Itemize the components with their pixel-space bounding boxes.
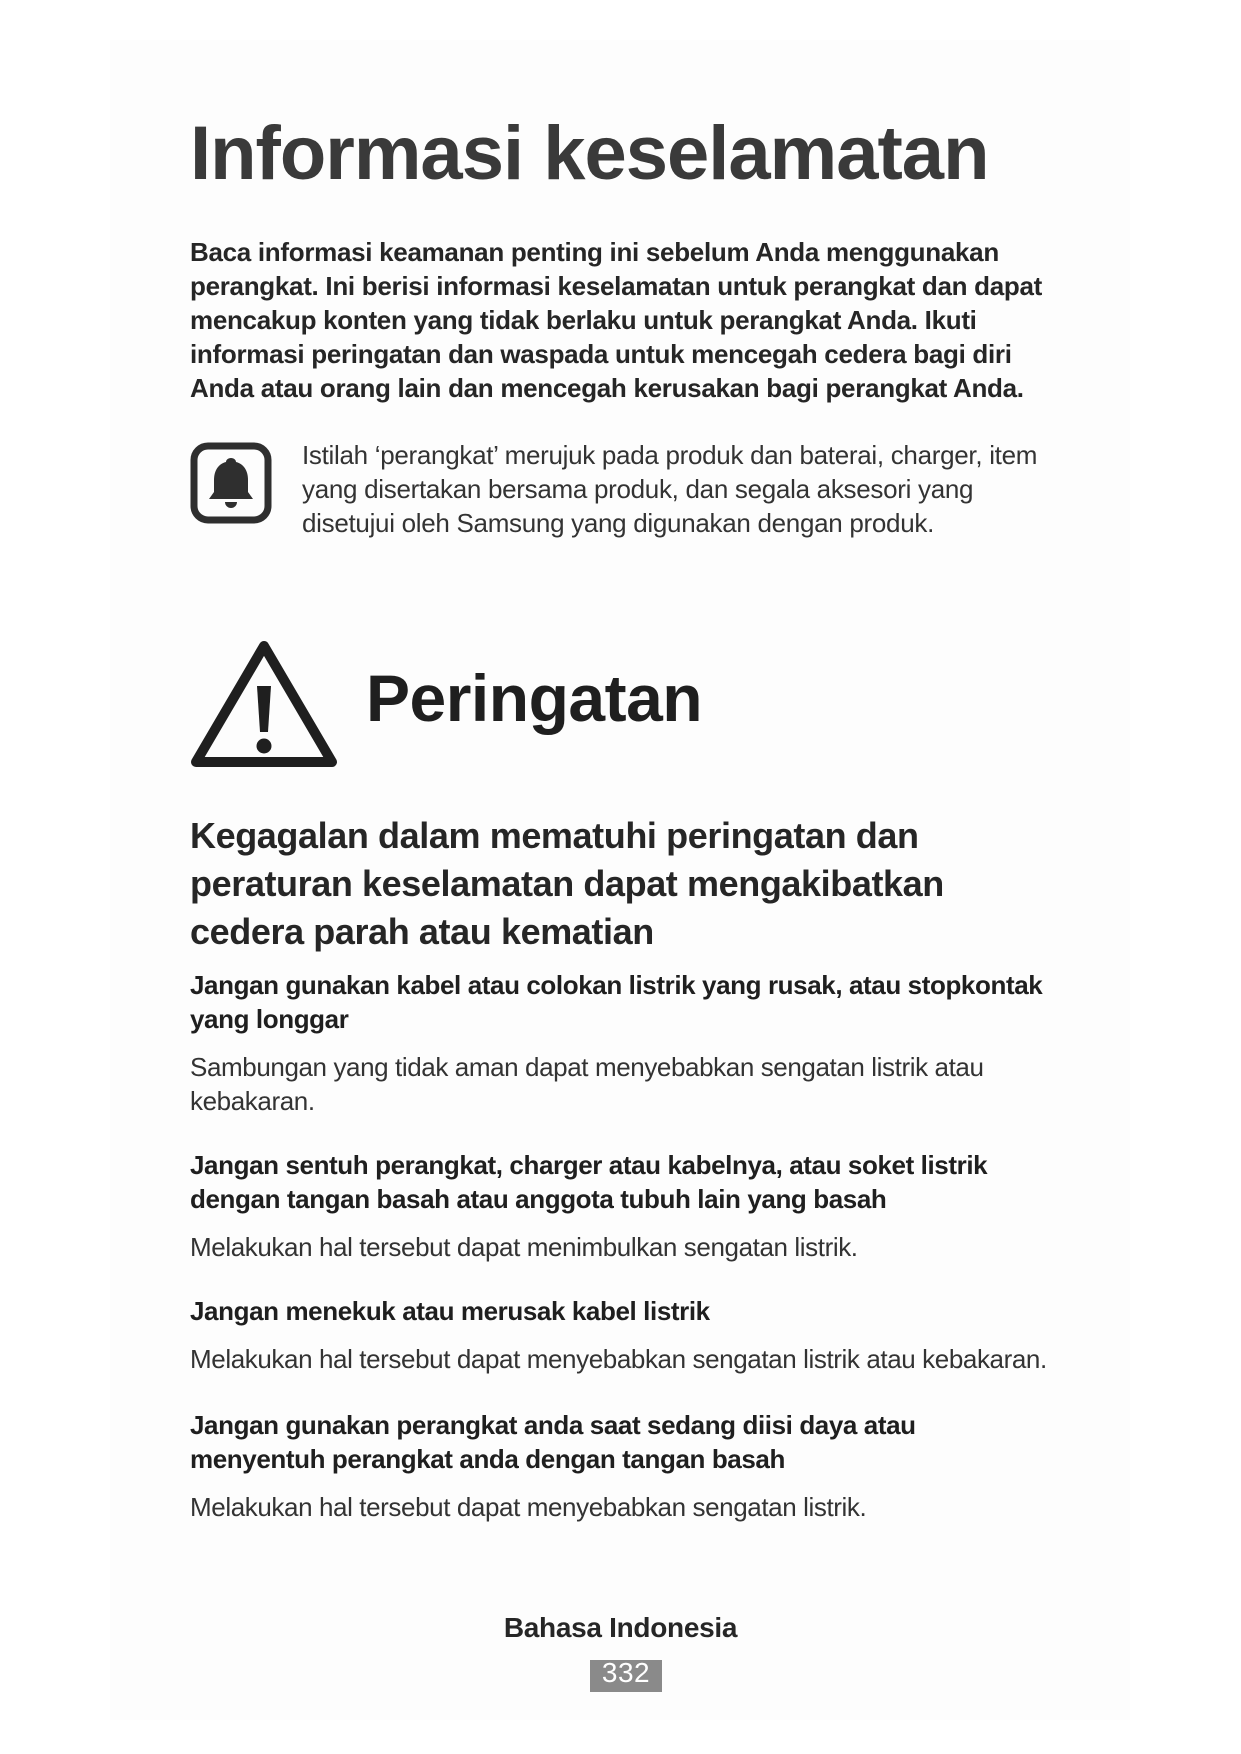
- warning-title: Peringatan: [366, 661, 703, 735]
- item-body: Sambungan yang tidak aman dapat menyebabkan sengatan listrik atau kebakaran.: [190, 1052, 984, 1116]
- item-body: Melakukan hal tersebut dapat menyebabkan sengatan listrik atau kebakaran.: [190, 1344, 1047, 1374]
- item-body: Melakukan hal tersebut dapat menyebabkan sengatan listrik.: [190, 1492, 867, 1522]
- footer-language: Bahasa Indonesia: [503, 1612, 738, 1643]
- page-number: 332: [590, 1660, 662, 1692]
- notice-text: Istilah ‘perangkat’ merujuk pada produk dan baterai, charger, item yang disertakan bersama produk, dan segala aksesori yang disetujui oleh Samsung yang digunakan dengan produk.: [302, 440, 1038, 538]
- item-heading: Jangan menekuk atau merusak kabel listrik: [190, 1296, 710, 1326]
- item-heading: Jangan sentuh perangkat, charger atau kabelnya, atau soket listrik dengan tangan basah atau anggota tubuh lain yang basah: [190, 1150, 988, 1214]
- page-title: Informasi keselamatan: [190, 111, 989, 196]
- item-heading: Jangan gunakan perangkat anda saat sedang diisi daya atau menyentuh perangkat anda dengan tangan basah: [190, 1410, 916, 1474]
- item-body: Melakukan hal tersebut dapat menimbulkan sengatan listrik.: [190, 1232, 858, 1262]
- intro-paragraph: Baca informasi keamanan penting ini sebelum Anda menggunakan perangkat. Ini berisi informasi keselamatan untuk perangkat dan dapat mencakup konten yang tidak berlaku untuk perangkat Anda. Ikuti informasi peringatan dan waspada untuk mencegah cedera bagi diri Anda atau orang lain dan mencegah kerusakan bagi perangkat Anda.: [190, 237, 1042, 403]
- bell-icon: [190, 442, 272, 524]
- warning-triangle-icon: [188, 636, 340, 770]
- item-heading: Jangan gunakan kabel atau colokan listrik yang rusak, atau stopkontak yang longgar: [190, 970, 1043, 1034]
- warning-subtitle: Kegagalan dalam mematuhi peringatan dan peraturan keselamatan dapat mengakibatkan cedera parah atau kematian: [190, 815, 944, 952]
- notice-block: [190, 438, 1070, 538]
